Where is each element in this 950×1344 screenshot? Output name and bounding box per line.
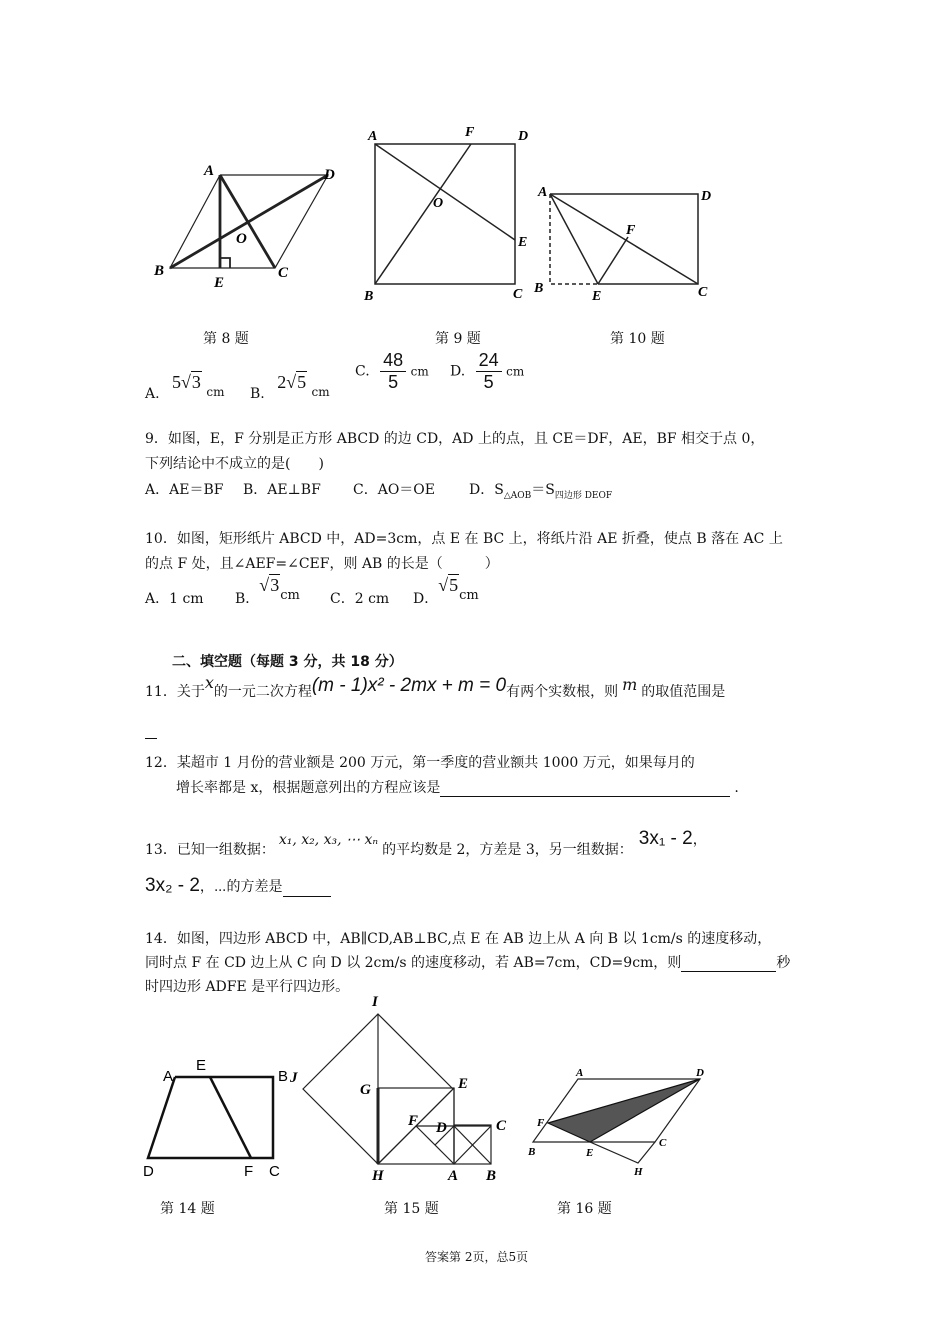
q11-answer-blank[interactable] [145,738,157,739]
fig8-label-e: E [214,275,225,290]
fig14-label-d: D [143,1163,154,1180]
figure-10 [530,178,725,303]
fig15-label-b: B [486,1168,497,1184]
fig14-label-e: E [196,1057,207,1074]
q13-answer-blank[interactable] [283,878,331,897]
fig16-label-c: C [659,1137,667,1149]
q8-b-label: B. [250,386,265,402]
fig16-label-h: H [634,1166,643,1178]
fig14-label-c: C [269,1163,280,1180]
fig8-label-b: B [154,263,165,279]
fig9-square [375,144,515,284]
fig10-label-d: D [701,189,712,204]
q8-a-unit: cm [206,385,225,399]
caption-fig8: 第 8 题 [203,331,249,347]
fig8-label-a: A [204,163,215,179]
q8-d-unit: cm [506,364,525,379]
fig16-label-d: D [696,1067,704,1079]
fig16-label-e: E [586,1147,594,1159]
q8-c-fraction: $\frac{48}{5}$ [380,350,406,393]
q9-line1: 9．如图，E，F 分别是正方形 ABCD 的边 CD，AD 上的点，且 CE＝DF，AE，BF 相交于点 0， [145,431,765,447]
fig14-line-ef [210,1077,251,1158]
q8-b-unit: cm [311,385,330,399]
fig16-label-b: B [528,1146,536,1158]
caption-fig14: 第 14 题 [160,1201,215,1217]
fig9-label-b: B [364,289,374,304]
fig8-right-angle-mark [220,258,230,268]
fig16-label-f: F [537,1117,545,1129]
q14-line3: 时四边形 ADFE 是平行四边形。 [145,979,350,995]
fig15-label-f: F [408,1113,419,1129]
q12-line1: 12．某超市 1 月份的营业额是 200 万元，第一季度的营业额共 1000 万元，如果每月的 [145,755,695,771]
fig14-shape [148,1077,273,1158]
section2-title: 二、填空题（每题 3 分，共 18 分） [172,654,403,670]
q10-option-a[interactable]: A．1 cm [145,591,204,607]
fig14-label-b: B [278,1068,289,1085]
fig14-label-f: F [244,1163,254,1180]
q10-option-b[interactable]: B．√3cm [235,575,300,607]
fig10-line-ae [550,194,598,284]
fig15-label-c: C [496,1118,507,1134]
caption-fig10: 第 10 题 [610,331,665,347]
fig9-label-a: A [368,129,378,144]
q8-option-b[interactable] [250,372,330,402]
q8-a-value: 5√3 [172,372,201,392]
fig15-label-j: J [290,1070,298,1086]
q13-line2: 3x₂ - 2，⋯的方差是 [145,875,331,897]
fig9-label-d: D [518,129,529,144]
q14-line1: 14．如图，四边形 ABCD 中，AB∥CD,AB⊥BC,点 E 在 AB 边上从 A 向 B 以 1cm/s 的速度移动， [145,931,772,947]
page-footer: 答案第 2页，总5页 [425,1250,529,1264]
fig9-line-bf [375,144,471,284]
fig16-label-a: A [576,1067,584,1079]
q10-option-d[interactable]: D．√5cm [413,575,479,607]
fig15-label-h: H [372,1168,384,1184]
fig9-label-o: O [433,196,444,211]
fig10-label-a: A [538,185,548,200]
caption-fig9: 第 9 题 [435,331,481,347]
q8-c-unit: cm [410,364,429,379]
fig10-label-e: E [592,289,602,303]
caption-fig16: 第 16 题 [557,1201,612,1217]
fig9-label-f: F [465,125,475,140]
fig8-diagonal-ac [220,175,275,268]
fig15-label-d: D [436,1120,447,1136]
fig9-label-c: C [513,287,523,302]
q8-b-value: 2√5 [277,372,307,392]
q8-a-label: A. [145,386,160,402]
fig15-label-a: A [448,1168,459,1184]
q10-option-c[interactable]: C．2 cm [330,591,390,607]
q8-c-label: C. [355,363,370,380]
fig16-folded-part [590,1142,655,1163]
figure-14 [138,1048,298,1183]
fig15-label-e: E [458,1076,469,1092]
q8-option-c[interactable] [355,350,429,393]
figure-16 [520,1060,715,1185]
fig10-line-ef [598,237,628,284]
q9-option-d[interactable]: D．$S_{\triangle AOB}=S_{四边形 DEOF}$ [469,482,613,501]
fig10-label-c: C [698,285,708,300]
fig9-line-ae [375,144,515,240]
fig10-label-f: F [626,223,636,238]
fig8-label-o: O [236,231,247,247]
figure-8 [150,155,350,290]
fig8-label-d: D [324,167,335,183]
q11-line: 11．关于x的一元二次方程(m - 1)x² - 2mx + m = 0有两个实数根，则 m 的取值范围是 [145,673,726,700]
fig14-label-a: A [163,1068,174,1085]
caption-fig15: 第 15 题 [384,1201,439,1217]
q9-option-b[interactable]: B．AE⊥BF [243,482,321,498]
q9-line2: 下列结论中不成立的是( ) [145,456,324,472]
figure-9 [360,122,535,307]
fig15-label-g: G [360,1082,371,1098]
q13-line1: 13．已知一组数据：x₁, x₂, x₃, ⋯ xₙ的平均数是 2，方差是 3，另一组数据：3x₁ - 2， [145,828,707,858]
figure-15 [288,990,518,1185]
q8-d-label: D. [450,363,466,380]
q8-d-fraction: $\frac{24}{5}$ [476,350,502,393]
q14-answer-blank[interactable] [681,955,776,972]
fig9-label-e: E [518,235,528,250]
fig10-label-b: B [534,281,544,296]
q9-option-c[interactable]: C．AO＝OE [353,482,435,498]
q9-option-a[interactable]: A．AE＝BF [145,482,224,498]
q10-line1: 10．如图，矩形纸片 ABCD 中，AD=3cm，点 E 在 BC 上，将纸片沿 AE 折叠，使点 B 落在 AC 上 [145,531,783,547]
q11-equation: (m - 1)x² - 2mx + m = 0 [311,675,507,696]
q10-line2: 的点 F 处，且∠AEF=∠CEF，则 AB 的长是（ ） [145,556,499,572]
q12-line2: 增长率都是 x，根据题意列出的方程应该是 . [176,780,739,796]
fig10-line-ac [550,194,698,284]
q12-answer-blank[interactable] [440,780,730,797]
q8-option-a[interactable] [145,372,225,402]
q14-line2: 同时点 F 在 CD 边上从 C 向 D 以 2cm/s 的速度移动，若 AB=7cm，CD=9cm，则 秒 [145,955,791,971]
q8-option-d[interactable] [450,350,524,393]
fig8-label-c: C [278,265,289,281]
fig15-label-i: I [372,994,378,1010]
